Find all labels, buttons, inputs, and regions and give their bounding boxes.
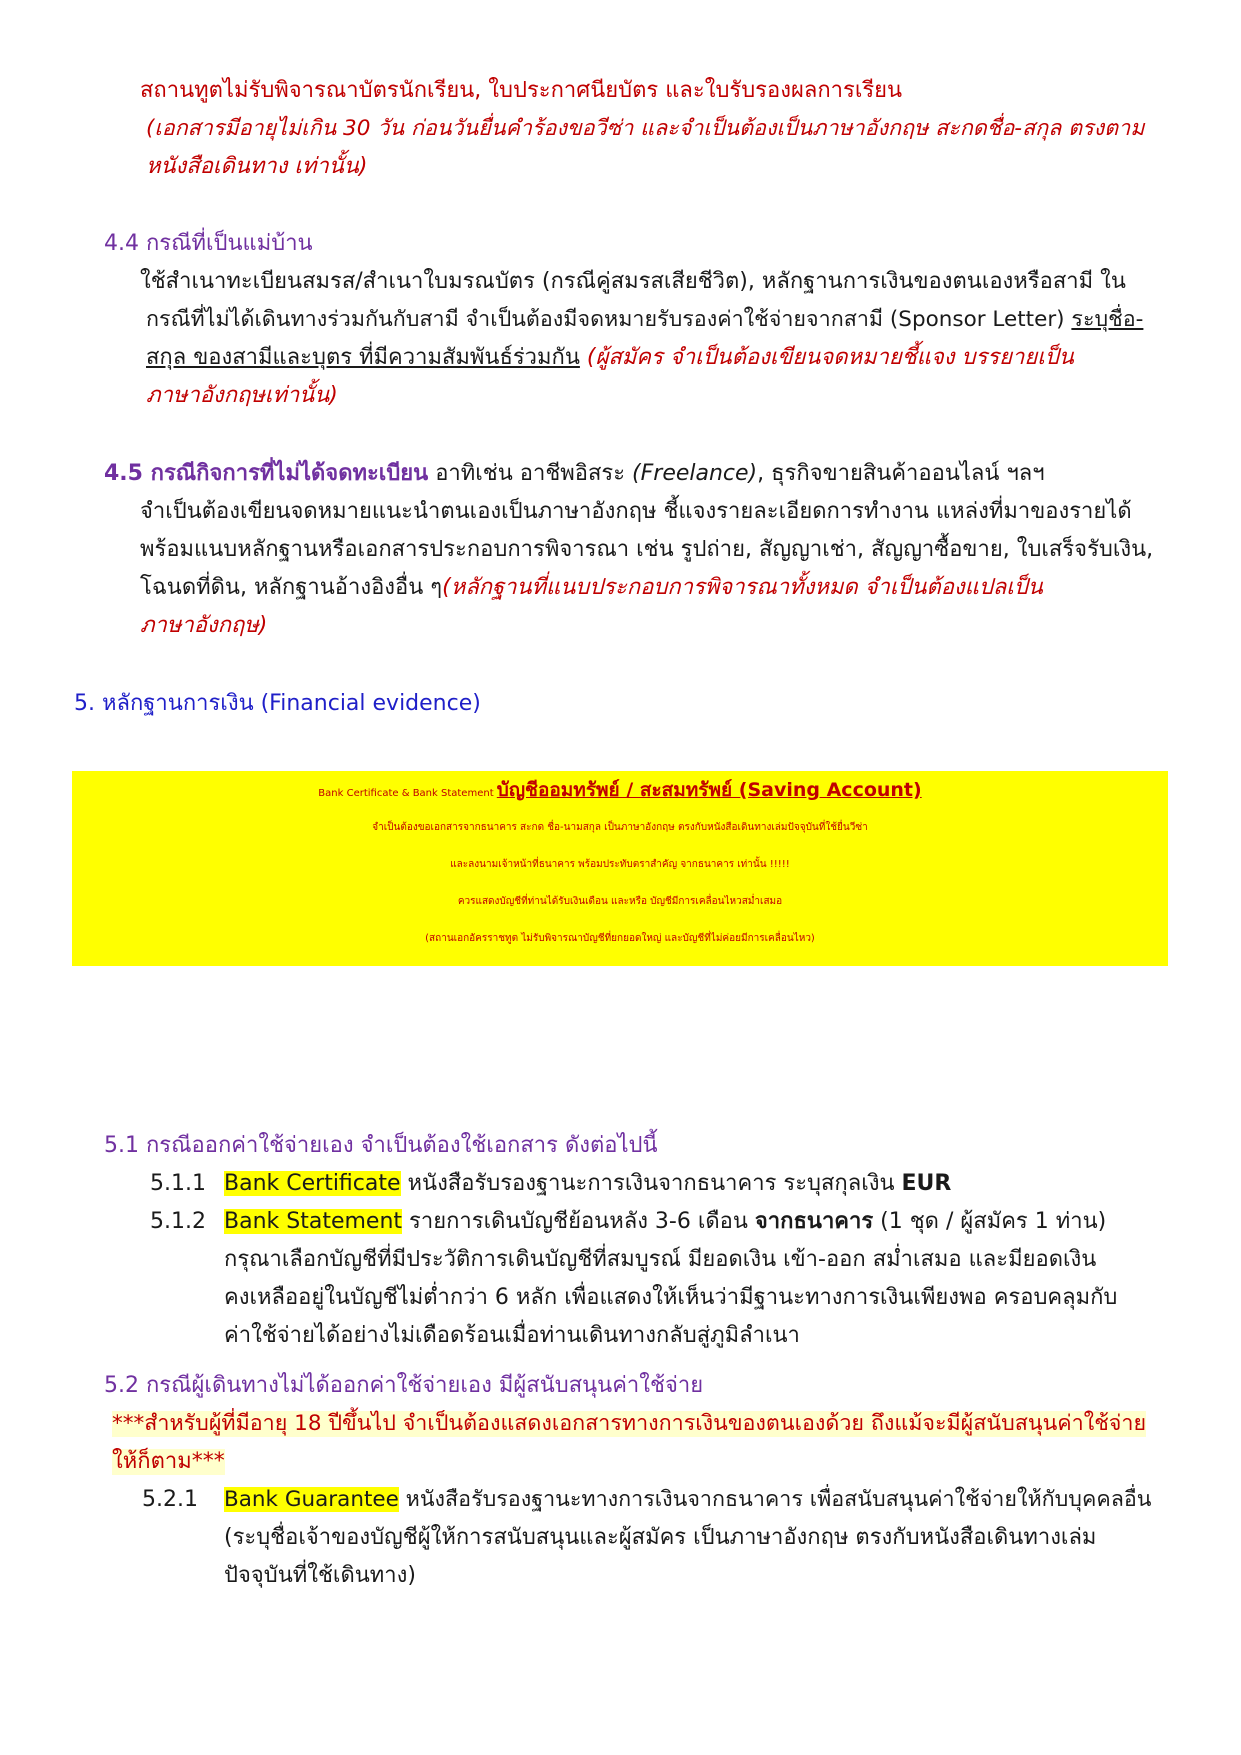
item-5-2-1 [224,1487,1152,1513]
underlined-text: ระบุชื่อ- [1071,307,1144,332]
box-line-4: (สถานเอกอัครราชทูต ไม่รับพิจารณาบัญชีที่ยกยอดใหญ่ และบัญชีที่ไม่ค่อยมีการเคลื่อนไหว) [425,933,815,944]
section-5-1-heading: 5.1 กรณีออกค่าใช้จ่ายเอง จำเป็นต้องใช้เอกสาร ดังต่อไปนี้ [104,1133,658,1158]
text-span: รายการเดินบัญชีย้อนหลัง 3-6 เดือน [402,1209,755,1234]
box-line-3: ควรแสดงบัญชีที่ท่านได้รับเงินเดือน และหรือ บัญชีมีการเคลื่อนไหวสม่ำเสมอ [457,896,783,907]
italic-text: (Freelance) [632,461,758,486]
box-title-sub: บัญชีออมทรัพย์ / สะสมทรัพย์ (Saving Account) [496,779,922,801]
section-4-5-heading-line [104,461,1045,487]
section-4-5-text-2: พร้อมแนบหลักฐานหรือเอกสารประกอบการพิจารณา เช่น รูปถ่าย, สัญญาเช่า, สัญญาซื้อขาย, ใบเสร็จรับเงิน, [140,537,1154,562]
bank-requirements-box [72,771,1168,966]
item-5-2-1-text-3: ปัจจุบันที่ใช้เดินทาง) [224,1563,416,1588]
box-title [72,779,1168,802]
section-4-5-text-4: ภาษาอังกฤษ) [140,613,268,638]
text-span: (1 ชุด / ผู้สมัคร 1 ท่าน) [873,1209,1107,1234]
text-span: หนังสือรับรองฐานะการเงินจากธนาคาร ระบุสกุลเงิน [400,1171,902,1196]
item-5-1-2-text-3: คงเหลืออยู่ในบัญชีไม่ต่ำกว่า 6 หลัก เพื่อแสดงให้เห็นว่ามีฐานะทางการเงินเพียงพอ ครอบคลุมกับ [224,1285,1118,1310]
highlighted-label: Bank Certificate [224,1171,401,1196]
item-5-1-2-text-4: ค่าใช้จ่ายได้อย่างไม่เดือดร้อนเมื่อท่านเดินทางกลับสู่ภูมิลำเนา [224,1323,800,1348]
text-span: , ธุรกิจขายสินค้าออนไลน์ ฯลฯ [757,461,1045,486]
text-span: โฉนดที่ดิน, หลักฐานอ้างอิงอื่น ๆ [140,575,443,600]
section-4-5-text: จำเป็นต้องเขียนจดหมายแนะนำตนเองเป็นภาษาอังกฤษ ชี้แจงรายละเอียดการทำงาน แหล่งที่มาของรายได้ [140,499,1132,524]
age-requirement-note-cont: ให้ก็ตาม*** [112,1449,225,1474]
italic-note: (ผู้สมัคร จำเป็นต้องเขียนจดหมายชี้แจง บรรยายเป็น [579,345,1074,370]
text-span: กรณีที่ไม่ได้เดินทางร่วมกันกับสามี จำเป็นต้องมีจดหมายรับรองค่าใช้จ่ายจากสามี (Sponsor Letter) [146,307,1072,332]
embassy-rejection-note: สถานทูตไม่รับพิจารณาบัตรนักเรียน, ใบประกาศนียบัตร และใบรับรองผลการเรียน [140,78,903,103]
highlighted-label: Bank Statement [224,1209,403,1234]
highlighted-label: Bank Guarantee [224,1487,399,1512]
item-5-1-2-number: 5.1.2 [150,1209,206,1234]
text-span: อาทิเช่น อาชีพอิสระ [428,461,633,486]
bold-text: EUR [901,1171,952,1196]
section-4-4-text-3 [146,345,1074,371]
section-5-2-heading: 5.2 กรณีผู้เดินทางไม่ได้ออกค่าใช้จ่ายเอง มีผู้สนับสนุนค่าใช้จ่าย [104,1373,704,1398]
section-4-4-text-2 [146,307,1143,333]
section-4-5-text-3 [140,575,1043,601]
section-4-4-text: ใช้สำเนาทะเบียนสมรส/สำเนาใบมรณบัตร (กรณีคู่สมรสเสียชีวิต), หลักฐานการเงินของตนเองหรือสามี ใน [140,269,1126,294]
box-title-main: Bank Certificate & Bank Statement [318,788,497,799]
section-4-5-heading: 4.5 กรณีกิจการที่ไม่ได้จดทะเบียน [104,461,429,486]
box-line-2: และลงนามเจ้าหน้าที่ธนาคาร พร้อมประทับตราสำคัญ จากธนาคาร เท่านั้น !!!!! [450,859,790,870]
item-5-2-1-number: 5.2.1 [142,1487,198,1512]
section-4-4-heading: 4.4 กรณีที่เป็นแม่บ้าน [104,231,313,256]
item-5-1-2 [224,1209,1106,1235]
document-age-note-cont: หนังสือเดินทาง เท่านั้น) [146,154,368,179]
box-line-1: จำเป็นต้องขอเอกสารจากธนาคาร สะกด ชื่อ-นามสกุล เป็นภาษาอังกฤษ ตรงกับหนังสือเดินทางเล่มปัจจุบันที่ใช้ยื่นวีซ่า [372,822,868,833]
section-5-heading: 5. หลักฐานการเงิน (Financial evidence) [74,691,481,716]
bold-text: จากธนาคาร [754,1209,874,1234]
item-5-2-1-text-2: (ระบุชื่อเจ้าของบัญชีผู้ให้การสนับสนุนและผู้สมัคร เป็นภาษาอังกฤษ ตรงกับหนังสือเดินทางเล่ม [224,1525,1097,1550]
underlined-text: สกุล ของสามีและบุตร ที่มีความสัมพันธ์ร่วมกัน [146,345,580,370]
text-span: หนังสือรับรองฐานะทางการเงินจากธนาคาร เพื่อสนับสนุนค่าใช้จ่ายให้กับบุคคลอื่น [398,1487,1152,1512]
item-5-1-2-text-2: กรุณาเลือกบัญชีที่มีประวัติการเดินบัญชีที่สมบูรณ์ มียอดเงิน เข้า-ออก สม่ำเสมอ และมียอดเงิน [224,1247,1097,1272]
section-4-4-text-4: ภาษาอังกฤษเท่านั้น) [146,383,338,408]
item-5-1-1-number: 5.1.1 [150,1171,206,1196]
italic-note: (หลักฐานที่แนบประกอบการพิจารณาทั้งหมด จำเป็นต้องแปลเป็น [442,575,1043,600]
item-5-1-1 [224,1171,951,1197]
document-age-note: (เอกสารมีอายุไม่เกิน 30 วัน ก่อนวันยื่นคำร้องขอวีซ่า และจำเป็นต้องเป็นภาษาอังกฤษ สะกดชื่อ-สกุล ตรงตาม [146,116,1145,141]
age-requirement-note: ***สำหรับผู้ที่มีอายุ 18 ปีขึ้นไป จำเป็นต้องแสดงเอกสารทางการเงินของตนเองด้วย ถึงแม้จะมีผู้สนับสนุนค่าใช้จ่าย [112,1411,1147,1436]
